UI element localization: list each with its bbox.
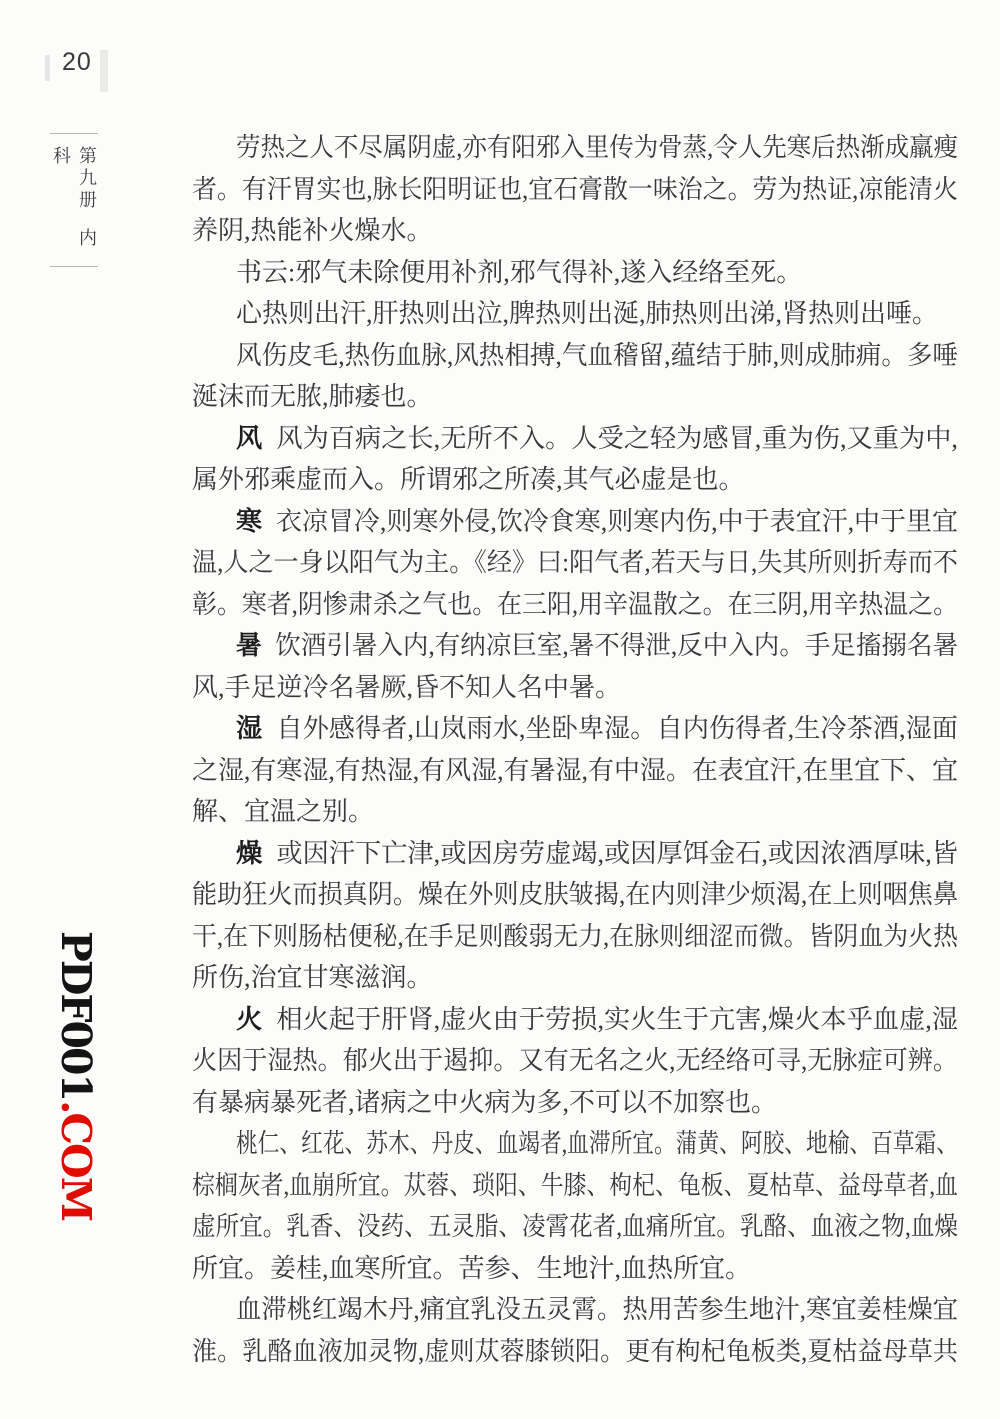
- text-line: 所伤,治宜甘寒滋润。: [192, 963, 433, 992]
- text-line: 者。有汗胃实也,脉长阳明证也,宜石膏散一味治之。劳为热证,凉能清火: [192, 174, 958, 204]
- text-line: 淮。乳酪血液加灵物,虚则苁蓉膝锁阳。更有枸杞龟板类,夏枯益母草共: [192, 1336, 958, 1366]
- text-line: 之湿,有寒湿,有热湿,有风湿,有暑湿,有中湿。在表宜汗,在里宜下、宜: [192, 755, 958, 785]
- text-line: 风 风为百病之长,无所不入。人受之轻为感冒,重为伤,又重为中,: [236, 423, 958, 453]
- paragraph: [192, 127, 958, 252]
- text-line: 温,人之一身以阳气为主。《经》曰:阳气者,若天与日,失其所则折寿而不: [192, 548, 958, 577]
- text-line: 书云:邪气未除便用补剂,邪气得补,遂入经络至死。: [236, 257, 803, 287]
- page-number: 20: [62, 48, 92, 76]
- section-head: 湿: [236, 714, 263, 743]
- text-line: 湿 自外感得者,山岚雨水,坐卧卑湿。自内伤得者,生冷茶酒,湿面: [236, 714, 958, 743]
- paragraph: [192, 335, 958, 418]
- text-line: 劳热之人不尽属阴虚,亦有阳邪入里传为骨蒸,令人先寒后热渐成羸瘦: [236, 133, 958, 162]
- paragraph: [192, 1289, 958, 1372]
- text-line: 棕榈灰者,血崩所宜。苁蓉、琐阳、牛膝、枸杞、龟板、夏枯草、益母草者,血: [192, 1170, 958, 1200]
- paragraph: [192, 1123, 958, 1289]
- text-line: 有暴病暴死者,诸病之中火病为多,不可以不加察也。: [192, 1087, 778, 1117]
- paragraph: [192, 501, 958, 626]
- section-head: 寒: [236, 506, 262, 536]
- text-line: 风伤皮毛,热伤血脉,风热相搏,气血稽留,蕴结于肺,则成肺痈。多唾: [236, 340, 958, 370]
- section-head: 暑: [236, 631, 262, 660]
- text-line: 解、宜温之别。: [192, 797, 375, 826]
- paragraph: [192, 293, 958, 335]
- text-line: 养阴,热能补火燥水。: [192, 216, 433, 245]
- text-line: 风,手足逆冷名暑厥,昏不知人名中暑。: [192, 672, 622, 702]
- text-line: 燥 或因汗下亡津,或因房劳虚竭,或因厚饵金石,或因浓酒厚味,皆: [236, 838, 958, 868]
- paragraph: [192, 833, 958, 999]
- text-line: 暑 饮酒引暑入内,有纳凉巨室,暑不得泄,反中入内。手足搐搦名暑: [236, 631, 958, 660]
- text-line: 所宜。姜桂,血寒所宜。苦参、生地汁,血热所宜。: [192, 1253, 752, 1283]
- section-head: 风: [236, 423, 263, 453]
- section-head: 火: [236, 1004, 263, 1034]
- section-head: 燥: [236, 838, 263, 868]
- text-line: 能助狂火而损真阴。燥在外则皮肤皱揭,在内则津少烦渴,在上则咽焦鼻: [192, 880, 958, 909]
- text-line: 桃仁、红花、苏木、丹皮、血竭者,血滞所宜。蒲黄、阿胶、地榆、百草霜、: [236, 1129, 958, 1158]
- watermark-black-part: PDF001: [52, 931, 100, 1101]
- scan-artifact: [45, 55, 50, 81]
- watermark-red-part: .COM: [52, 1100, 100, 1221]
- text-line: 寒 衣凉冒冷,则寒外侵,饮冷食寒,则寒内伤,中于表宜汗,中于里宜: [236, 506, 958, 536]
- watermark: [52, 931, 100, 1221]
- text-line: 彰。寒者,阴惨肃杀之气也。在三阳,用辛温散之。在三阴,用辛热温之。: [192, 589, 958, 619]
- text-line: 心热则出汗,肝热则出泣,脾热则出涎,肺热则出涕,肾热则出唾。: [236, 299, 939, 328]
- paragraph: [192, 999, 958, 1124]
- margin-tab-text: [48, 134, 100, 266]
- paragraph: [192, 708, 958, 833]
- text-line: 虚所宜。乳香、没药、五灵脂、凌霄花者,血痛所宜。乳酪、血液之物,血燥: [192, 1212, 958, 1241]
- text-line: 属外邪乘虚而入。所谓邪之所凑,其气必虚是也。: [192, 465, 745, 494]
- paragraph: [192, 252, 958, 294]
- paragraph: [192, 625, 958, 708]
- paragraph: [192, 418, 958, 501]
- text-line: 血滞桃红竭木丹,痛宜乳没五灵霄。热用苦参生地汁,寒宜姜桂燥宜: [236, 1295, 958, 1324]
- text-line: 火因于湿热。郁火出于遏抑。又有无名之火,无经络可寻,无脉症可辨。: [192, 1046, 958, 1075]
- body-text: [192, 127, 958, 1372]
- text-line: 干,在下则肠枯便秘,在手足则酸弱无力,在脉则细涩而微。皆阴血为火热: [192, 921, 958, 951]
- margin-tab: [50, 133, 98, 267]
- scan-artifact: [100, 50, 108, 92]
- volume-label: 第九册: [77, 146, 97, 212]
- text-line: 涎沫而无脓,肺痿也。: [192, 382, 433, 411]
- section-label: 内科: [51, 146, 97, 250]
- text-line: 火 相火起于肝肾,虚火由于劳损,实火生于亢害,燥火本乎血虚,湿: [236, 1004, 958, 1034]
